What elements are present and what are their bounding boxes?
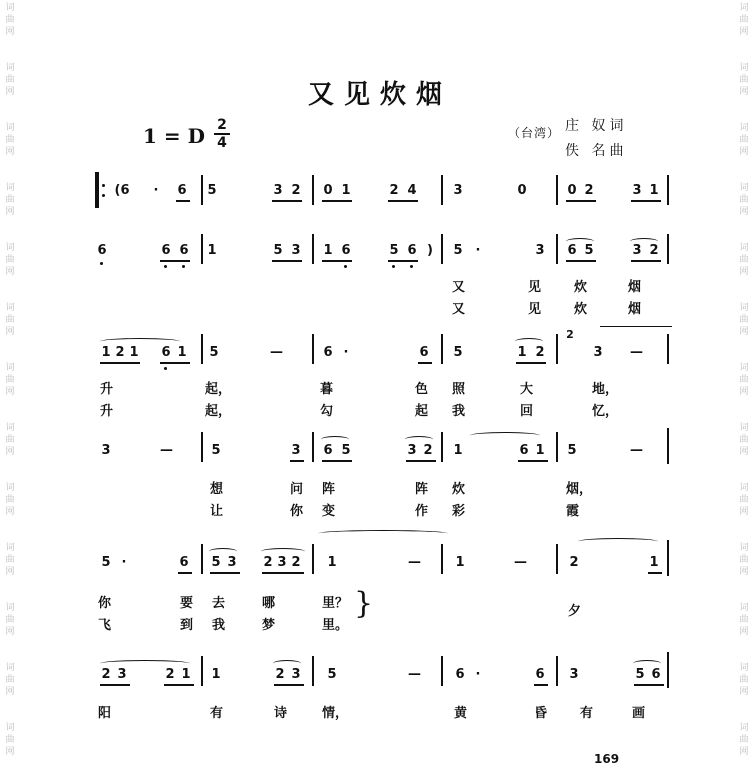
note: 0 <box>517 183 527 198</box>
note: 5 <box>584 243 594 258</box>
note: 6 <box>179 555 189 570</box>
watermark-text: 词曲网 <box>5 663 15 697</box>
slur <box>633 660 661 667</box>
lyric: 起 <box>415 404 429 419</box>
watermark-text: 词曲网 <box>5 3 15 37</box>
lyric: 阵 <box>415 482 429 497</box>
low-octave-dot <box>344 265 347 268</box>
note: 4 <box>407 183 417 198</box>
watermark-text: 词曲网 <box>739 123 749 157</box>
note: 3 <box>632 183 642 198</box>
note: 1 <box>177 345 187 360</box>
slur <box>515 338 543 345</box>
note: 1 <box>455 555 465 570</box>
lyric: 作 <box>415 504 429 519</box>
low-octave-dot <box>182 265 185 268</box>
lyric: 色 <box>415 382 429 397</box>
low-octave-dot <box>164 367 167 370</box>
underline <box>322 260 352 262</box>
bar-line <box>667 234 669 264</box>
underline <box>272 200 302 202</box>
underline <box>634 684 664 686</box>
lyric: 去 <box>212 596 226 611</box>
tie <box>318 530 448 537</box>
dash: — <box>408 555 421 570</box>
lyric: 升 <box>100 404 114 419</box>
note: 1 <box>207 243 217 258</box>
dash: — <box>630 443 643 458</box>
watermark-text: 词曲网 <box>739 603 749 637</box>
underline <box>388 260 418 262</box>
dash: — <box>270 345 283 360</box>
note: 1 <box>181 667 191 682</box>
note: 6 <box>419 345 429 360</box>
note-dot: · <box>343 345 349 360</box>
note: 1 <box>341 183 351 198</box>
slur <box>405 436 433 443</box>
note: 2 <box>649 243 659 258</box>
note: 6 <box>97 243 107 258</box>
lyric: 我 <box>452 404 466 419</box>
bar-line <box>667 175 669 205</box>
note: 0 <box>323 183 333 198</box>
note-dot: · <box>475 243 481 258</box>
lyric: 暮 <box>320 382 334 397</box>
lyric: 你 <box>290 504 304 519</box>
time-signature-top: 2 <box>217 117 227 133</box>
note: 5 <box>567 443 577 458</box>
bar-line <box>201 334 203 364</box>
dash: — <box>408 667 421 682</box>
bar-line <box>312 656 314 686</box>
note: 3 <box>277 555 287 570</box>
watermark-text: 词曲网 <box>5 303 15 337</box>
underline <box>566 200 596 202</box>
time-signature <box>214 118 230 150</box>
bar-line <box>556 656 558 686</box>
lyric: 又 <box>452 302 466 317</box>
lyric: 梦 <box>262 618 276 633</box>
slur <box>100 338 180 345</box>
lyric: 升 <box>100 382 114 397</box>
bar-line <box>556 234 558 264</box>
watermark-text: 词曲网 <box>739 483 749 517</box>
note: 5 <box>211 555 221 570</box>
repeat-dot <box>102 194 105 197</box>
lyric: 诗 <box>274 706 288 721</box>
underline <box>100 684 130 686</box>
note: 5 <box>389 243 399 258</box>
bar-line <box>556 544 558 574</box>
lyric: 让 <box>210 504 224 519</box>
left-watermark-strip <box>4 0 18 771</box>
lyric: 勾 <box>320 404 334 419</box>
lyric: 炊 <box>574 280 588 295</box>
lyric: 回 <box>520 404 534 419</box>
bar-line <box>201 175 203 205</box>
underline <box>631 200 661 202</box>
watermark-text: 词曲网 <box>5 183 15 217</box>
lyric: 飞 <box>98 618 112 633</box>
note: 6 <box>161 243 171 258</box>
note: 5 <box>207 183 217 198</box>
lyric: 大 <box>520 382 534 397</box>
lyric: 想 <box>210 482 224 497</box>
lyric: 霞 <box>566 504 580 519</box>
lyric: 有 <box>210 706 224 721</box>
bar-line <box>556 334 558 364</box>
note: 6 <box>161 345 171 360</box>
underline <box>534 684 548 686</box>
watermark-text: 词曲网 <box>5 363 15 397</box>
slur <box>470 432 540 439</box>
note: 3 <box>291 443 301 458</box>
note: 2 <box>423 443 433 458</box>
watermark-text: 词曲网 <box>5 603 15 637</box>
underline <box>406 460 436 462</box>
lyricist-credit: 庄 奴词 <box>565 118 628 134</box>
note: 3 <box>291 243 301 258</box>
bar-line <box>441 234 443 264</box>
lyric: 你 <box>98 596 112 611</box>
underline <box>210 572 240 574</box>
bar-line <box>312 234 314 264</box>
bar-line <box>312 544 314 574</box>
watermark-text: 词曲网 <box>5 243 15 277</box>
underline <box>274 684 304 686</box>
note: 5 <box>211 443 221 458</box>
lyric: 起， <box>205 404 232 419</box>
note: 5 <box>453 243 463 258</box>
bar-line <box>201 234 203 264</box>
watermark-text: 词曲网 <box>739 363 749 397</box>
slur <box>578 538 658 545</box>
note: 2 <box>115 345 125 360</box>
bar-line <box>312 175 314 205</box>
bar-line <box>556 432 558 462</box>
note: 5 <box>327 667 337 682</box>
underline <box>516 362 546 364</box>
watermark-text: 词曲网 <box>739 63 749 97</box>
note: 5 <box>635 667 645 682</box>
lyric: 见 <box>528 302 542 317</box>
note: 2 <box>569 555 579 570</box>
note: 2 <box>291 183 301 198</box>
note: 6 <box>177 183 187 198</box>
bar-line <box>556 175 558 205</box>
note: 3 <box>291 667 301 682</box>
note: 3 <box>632 243 642 258</box>
note-dot: · <box>153 183 159 198</box>
lyric: 炊 <box>574 302 588 317</box>
lyric: 要 <box>180 596 194 611</box>
repeat-dot <box>102 184 105 187</box>
slur <box>321 436 349 443</box>
note: 1 <box>129 345 139 360</box>
lyric: 画 <box>632 706 646 721</box>
watermark-text: 词曲网 <box>5 423 15 457</box>
dash: — <box>630 345 643 360</box>
lyric: 情， <box>322 706 349 721</box>
slur <box>261 548 305 555</box>
underline <box>388 200 418 202</box>
lyric: 照 <box>452 382 466 397</box>
note: 3 <box>117 667 127 682</box>
lyric: 起， <box>205 382 232 397</box>
note: 5 <box>341 443 351 458</box>
note: 6 <box>341 243 351 258</box>
note: 2 <box>389 183 399 198</box>
bar-line <box>667 334 669 364</box>
lyric: 哪 <box>262 596 276 611</box>
note: 2 <box>584 183 594 198</box>
underline <box>566 260 596 262</box>
slur <box>273 660 301 667</box>
underline <box>160 260 190 262</box>
note-dot: · <box>121 555 127 570</box>
right-watermark-strip <box>738 0 752 771</box>
lyric: 问 <box>290 482 304 497</box>
watermark-text: 词曲网 <box>5 483 15 517</box>
paren: ) <box>427 243 433 258</box>
note: 3 <box>569 667 579 682</box>
note: (6 <box>114 183 130 198</box>
underline <box>648 572 662 574</box>
watermark-text: 词曲网 <box>739 663 749 697</box>
note: 6 <box>179 243 189 258</box>
slur <box>209 548 237 555</box>
note: 3 <box>407 443 417 458</box>
low-octave-dot <box>100 262 103 265</box>
note: 6 <box>567 243 577 258</box>
low-octave-dot <box>164 265 167 268</box>
note: 6 <box>535 667 545 682</box>
lyric: 黄 <box>454 706 468 721</box>
note: 6 <box>323 345 333 360</box>
note: 6 <box>323 443 333 458</box>
bar-line <box>441 175 443 205</box>
song-title: 又见炊烟 <box>308 80 453 110</box>
note: 6 <box>519 443 529 458</box>
volta-bracket <box>600 326 672 327</box>
watermark-text: 词曲网 <box>739 183 749 217</box>
watermark-text: 词曲网 <box>5 63 15 97</box>
watermark-text: 词曲网 <box>739 543 749 577</box>
note: 3 <box>273 183 283 198</box>
bar-line <box>667 652 669 688</box>
underline <box>160 362 190 364</box>
note: 5 <box>209 345 219 360</box>
underline <box>418 362 432 364</box>
volta-number: 2 <box>566 328 574 341</box>
note: 5 <box>273 243 283 258</box>
lyric: 地， <box>592 382 619 397</box>
note: 6 <box>651 667 661 682</box>
note: 2 <box>165 667 175 682</box>
lyric: 变 <box>322 504 336 519</box>
note: 2 <box>275 667 285 682</box>
note: 1 <box>323 243 333 258</box>
note: 6 <box>455 667 465 682</box>
key-signature: 1 = D <box>143 124 205 148</box>
repeat-bar <box>95 172 99 208</box>
lyric: 烟， <box>566 482 593 497</box>
watermark-text: 词曲网 <box>739 423 749 457</box>
note: 1 <box>649 183 659 198</box>
note: 3 <box>593 345 603 360</box>
song-origin: （台湾） <box>508 126 561 140</box>
note: 1 <box>327 555 337 570</box>
note: 3 <box>453 183 463 198</box>
note: 1 <box>535 443 545 458</box>
note: 2 <box>535 345 545 360</box>
lyric: 有 <box>580 706 594 721</box>
bar-line <box>312 334 314 364</box>
bar-line <box>201 656 203 686</box>
lyric-brace: } <box>354 586 374 621</box>
bar-line <box>441 334 443 364</box>
underline <box>272 260 302 262</box>
lyric: 阳 <box>98 706 112 721</box>
note: 5 <box>101 555 111 570</box>
lyric: 到 <box>180 618 194 633</box>
lyric: 彩 <box>452 504 466 519</box>
lyric: 里？ <box>322 596 349 611</box>
bar-line <box>441 656 443 686</box>
note: 2 <box>101 667 111 682</box>
bar-line <box>201 432 203 462</box>
note: 3 <box>227 555 237 570</box>
note: 0 <box>567 183 577 198</box>
note: 2 <box>291 555 301 570</box>
watermark-text: 词曲网 <box>5 123 15 157</box>
bar-line <box>201 544 203 574</box>
underline <box>631 260 661 262</box>
note: 1 <box>211 667 221 682</box>
watermark-text: 词曲网 <box>739 303 749 337</box>
bar-line <box>667 428 669 464</box>
dash: — <box>514 555 527 570</box>
underline <box>262 572 304 574</box>
watermark-text: 词曲网 <box>5 543 15 577</box>
note: 1 <box>517 345 527 360</box>
lyric: 忆， <box>592 404 619 419</box>
underline <box>176 200 190 202</box>
lyric: 又 <box>452 280 466 295</box>
dash: — <box>160 443 173 458</box>
watermark-text: 词曲网 <box>739 243 749 277</box>
underline <box>290 460 304 462</box>
low-octave-dot <box>410 265 413 268</box>
underline <box>518 460 548 462</box>
note: 3 <box>535 243 545 258</box>
note-dot: · <box>475 667 481 682</box>
note: 2 <box>263 555 273 570</box>
watermark-text: 词曲网 <box>5 723 15 757</box>
note: 1 <box>649 555 659 570</box>
lyric: 烟 <box>628 280 642 295</box>
lyric: 夕 <box>568 604 582 619</box>
note: 5 <box>453 345 463 360</box>
underline <box>100 362 140 364</box>
underline <box>322 200 352 202</box>
note: 1 <box>453 443 463 458</box>
underline <box>322 460 352 462</box>
lyric: 里。 <box>322 618 349 633</box>
bar-line <box>441 432 443 462</box>
watermark-text: 词曲网 <box>739 723 749 757</box>
bar-line <box>667 540 669 576</box>
bar-line <box>441 544 443 574</box>
composer-credit: 佚 名曲 <box>565 143 628 159</box>
lyric: 见 <box>528 280 542 295</box>
note: 6 <box>407 243 417 258</box>
note: 1 <box>101 345 111 360</box>
underline <box>164 684 194 686</box>
lyric: 我 <box>212 618 226 633</box>
time-signature-bottom: 4 <box>217 135 227 151</box>
bar-line <box>312 432 314 462</box>
lyric: 炊 <box>452 482 466 497</box>
lyric: 烟 <box>628 302 642 317</box>
underline <box>178 572 192 574</box>
lyric: 阵 <box>322 482 336 497</box>
low-octave-dot <box>392 265 395 268</box>
note: 3 <box>101 443 111 458</box>
lyric: 昏 <box>534 706 548 721</box>
page-number: 169 <box>594 752 620 766</box>
tie <box>100 660 190 667</box>
watermark-text: 词曲网 <box>739 3 749 37</box>
